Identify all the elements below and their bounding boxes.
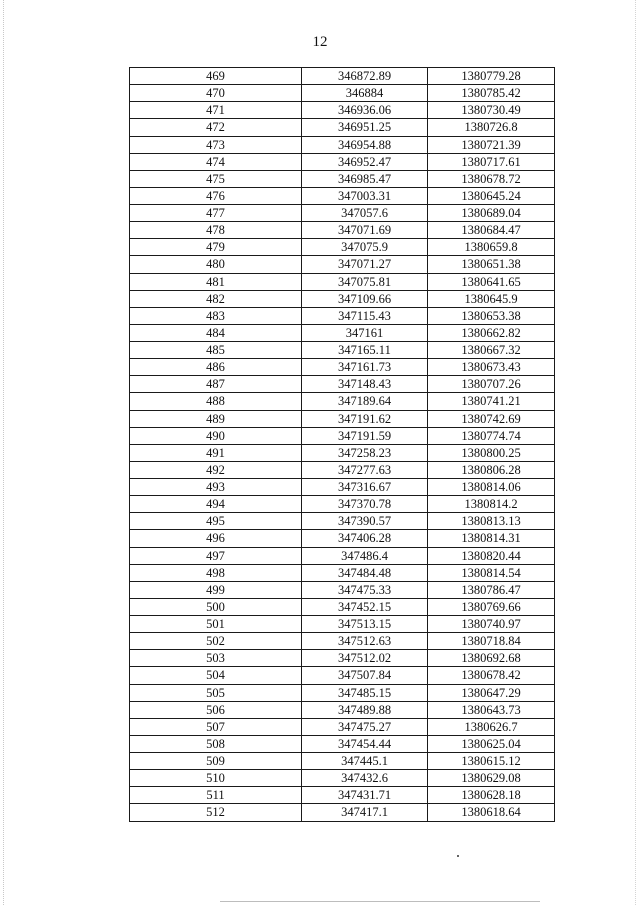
table-row <box>130 256 555 273</box>
y-coordinate-cell: 1380662.82 <box>428 324 555 341</box>
x-coordinate-cell: 347454.44 <box>302 735 428 752</box>
x-coordinate-cell: 347484.48 <box>302 564 428 581</box>
x-coordinate-cell: 347075.81 <box>302 273 428 290</box>
x-coordinate-cell: 347485.15 <box>302 684 428 701</box>
y-coordinate-cell: 1380645.24 <box>428 187 555 204</box>
point-number-cell: 502 <box>130 633 302 650</box>
point-number-cell: 505 <box>130 684 302 701</box>
table-row <box>130 787 555 804</box>
y-coordinate-cell: 1380626.7 <box>428 718 555 735</box>
point-number-cell: 480 <box>130 256 302 273</box>
x-coordinate-cell: 347445.1 <box>302 753 428 770</box>
x-coordinate-cell: 347475.33 <box>302 581 428 598</box>
point-number-cell: 486 <box>130 359 302 376</box>
y-coordinate-cell: 1380786.47 <box>428 581 555 598</box>
x-coordinate-cell: 347417.1 <box>302 804 428 821</box>
point-number-cell: 482 <box>130 290 302 307</box>
x-coordinate-cell: 347452.15 <box>302 598 428 615</box>
y-coordinate-cell: 1380769.66 <box>428 598 555 615</box>
point-number-cell: 473 <box>130 136 302 153</box>
point-number-cell: 491 <box>130 444 302 461</box>
y-coordinate-cell: 1380641.65 <box>428 273 555 290</box>
table-row <box>130 119 555 136</box>
point-number-cell: 483 <box>130 307 302 324</box>
x-coordinate-cell: 347161.73 <box>302 359 428 376</box>
point-number-cell: 508 <box>130 735 302 752</box>
x-coordinate-cell: 347258.23 <box>302 444 428 461</box>
x-coordinate-cell: 347513.15 <box>302 616 428 633</box>
point-number-cell: 493 <box>130 479 302 496</box>
point-number-cell: 507 <box>130 718 302 735</box>
table-row <box>130 136 555 153</box>
table-row <box>130 598 555 615</box>
y-coordinate-cell: 1380643.73 <box>428 701 555 718</box>
table-row <box>130 342 555 359</box>
table-row <box>130 701 555 718</box>
point-number-cell: 496 <box>130 530 302 547</box>
table-row <box>130 530 555 547</box>
point-number-cell: 479 <box>130 239 302 256</box>
point-number-cell: 490 <box>130 427 302 444</box>
table-row <box>130 564 555 581</box>
point-number-cell: 487 <box>130 376 302 393</box>
x-coordinate-cell: 347148.43 <box>302 376 428 393</box>
x-coordinate-cell: 346952.47 <box>302 153 428 170</box>
x-coordinate-cell: 347507.84 <box>302 667 428 684</box>
x-coordinate-cell: 347003.31 <box>302 187 428 204</box>
table-row <box>130 804 555 821</box>
table-row <box>130 496 555 513</box>
point-number-cell: 497 <box>130 547 302 564</box>
y-coordinate-cell: 1380742.69 <box>428 410 555 427</box>
table-row <box>130 187 555 204</box>
table-row <box>130 513 555 530</box>
x-coordinate-cell: 346872.89 <box>302 68 428 85</box>
x-coordinate-cell: 347189.64 <box>302 393 428 410</box>
y-coordinate-cell: 1380814.2 <box>428 496 555 513</box>
table-row <box>130 153 555 170</box>
table-row <box>130 735 555 752</box>
point-number-cell: 509 <box>130 753 302 770</box>
point-number-cell: 499 <box>130 581 302 598</box>
y-coordinate-cell: 1380785.42 <box>428 85 555 102</box>
scan-bottom-line <box>220 901 540 902</box>
y-coordinate-cell: 1380678.42 <box>428 667 555 684</box>
y-coordinate-cell: 1380726.8 <box>428 119 555 136</box>
point-number-cell: 492 <box>130 461 302 478</box>
point-number-cell: 504 <box>130 667 302 684</box>
y-coordinate-cell: 1380629.08 <box>428 770 555 787</box>
x-coordinate-cell: 347161 <box>302 324 428 341</box>
point-number-cell: 478 <box>130 222 302 239</box>
y-coordinate-cell: 1380625.04 <box>428 735 555 752</box>
coordinates-table-body <box>130 68 555 822</box>
point-number-cell: 495 <box>130 513 302 530</box>
coordinates-table <box>129 67 555 822</box>
y-coordinate-cell: 1380667.32 <box>428 342 555 359</box>
y-coordinate-cell: 1380730.49 <box>428 102 555 119</box>
y-coordinate-cell: 1380814.31 <box>428 530 555 547</box>
x-coordinate-cell: 346985.47 <box>302 170 428 187</box>
x-coordinate-cell: 346954.88 <box>302 136 428 153</box>
point-number-cell: 506 <box>130 701 302 718</box>
point-number-cell: 472 <box>130 119 302 136</box>
table-row <box>130 616 555 633</box>
y-coordinate-cell: 1380659.8 <box>428 239 555 256</box>
x-coordinate-cell: 347071.27 <box>302 256 428 273</box>
y-coordinate-cell: 1380653.38 <box>428 307 555 324</box>
x-coordinate-cell: 347489.88 <box>302 701 428 718</box>
table-row <box>130 359 555 376</box>
point-number-cell: 501 <box>130 616 302 633</box>
x-coordinate-cell: 347512.02 <box>302 650 428 667</box>
x-coordinate-cell: 347475.27 <box>302 718 428 735</box>
y-coordinate-cell: 1380707.26 <box>428 376 555 393</box>
point-number-cell: 471 <box>130 102 302 119</box>
y-coordinate-cell: 1380774.74 <box>428 427 555 444</box>
y-coordinate-cell: 1380721.39 <box>428 136 555 153</box>
point-number-cell: 488 <box>130 393 302 410</box>
table-row <box>130 633 555 650</box>
page-number: 12 <box>312 34 328 50</box>
x-coordinate-cell: 347115.43 <box>302 307 428 324</box>
table-row <box>130 376 555 393</box>
table-row <box>130 770 555 787</box>
y-coordinate-cell: 1380813.13 <box>428 513 555 530</box>
table-row <box>130 547 555 564</box>
point-number-cell: 475 <box>130 170 302 187</box>
x-coordinate-cell: 346936.06 <box>302 102 428 119</box>
table-row <box>130 667 555 684</box>
x-coordinate-cell: 347390.57 <box>302 513 428 530</box>
y-coordinate-cell: 1380717.61 <box>428 153 555 170</box>
x-coordinate-cell: 347191.59 <box>302 427 428 444</box>
table-row <box>130 102 555 119</box>
table-row <box>130 85 555 102</box>
table-row <box>130 427 555 444</box>
y-coordinate-cell: 1380645.9 <box>428 290 555 307</box>
table-row <box>130 461 555 478</box>
table-row <box>130 753 555 770</box>
y-coordinate-cell: 1380673.43 <box>428 359 555 376</box>
y-coordinate-cell: 1380718.84 <box>428 633 555 650</box>
point-number-cell: 511 <box>130 787 302 804</box>
point-number-cell: 500 <box>130 598 302 615</box>
x-coordinate-cell: 347109.66 <box>302 290 428 307</box>
point-number-cell: 503 <box>130 650 302 667</box>
y-coordinate-cell: 1380647.29 <box>428 684 555 701</box>
x-coordinate-cell: 347316.67 <box>302 479 428 496</box>
point-number-cell: 476 <box>130 187 302 204</box>
table-row <box>130 170 555 187</box>
y-coordinate-cell: 1380618.64 <box>428 804 555 821</box>
x-coordinate-cell: 347370.78 <box>302 496 428 513</box>
point-number-cell: 474 <box>130 153 302 170</box>
table-row <box>130 239 555 256</box>
x-coordinate-cell: 347071.69 <box>302 222 428 239</box>
table-row <box>130 393 555 410</box>
y-coordinate-cell: 1380806.28 <box>428 461 555 478</box>
point-number-cell: 510 <box>130 770 302 787</box>
table-row <box>130 307 555 324</box>
y-coordinate-cell: 1380814.06 <box>428 479 555 496</box>
scan-edge-right <box>635 0 636 905</box>
y-coordinate-cell: 1380628.18 <box>428 787 555 804</box>
x-coordinate-cell: 347406.28 <box>302 530 428 547</box>
y-coordinate-cell: 1380692.68 <box>428 650 555 667</box>
scan-speck <box>457 855 459 857</box>
x-coordinate-cell: 347512.63 <box>302 633 428 650</box>
table-row <box>130 205 555 222</box>
y-coordinate-cell: 1380689.04 <box>428 205 555 222</box>
table-row <box>130 410 555 427</box>
point-number-cell: 470 <box>130 85 302 102</box>
point-number-cell: 498 <box>130 564 302 581</box>
table-row <box>130 650 555 667</box>
y-coordinate-cell: 1380814.54 <box>428 564 555 581</box>
y-coordinate-cell: 1380684.47 <box>428 222 555 239</box>
y-coordinate-cell: 1380615.12 <box>428 753 555 770</box>
x-coordinate-cell: 347191.62 <box>302 410 428 427</box>
x-coordinate-cell: 346951.25 <box>302 119 428 136</box>
x-coordinate-cell: 347277.63 <box>302 461 428 478</box>
table-row <box>130 444 555 461</box>
x-coordinate-cell: 347075.9 <box>302 239 428 256</box>
x-coordinate-cell: 347165.11 <box>302 342 428 359</box>
y-coordinate-cell: 1380740.97 <box>428 616 555 633</box>
table-row <box>130 273 555 290</box>
point-number-cell: 485 <box>130 342 302 359</box>
x-coordinate-cell: 347431.71 <box>302 787 428 804</box>
point-number-cell: 494 <box>130 496 302 513</box>
y-coordinate-cell: 1380800.25 <box>428 444 555 461</box>
x-coordinate-cell: 347057.6 <box>302 205 428 222</box>
table-row <box>130 68 555 85</box>
y-coordinate-cell: 1380678.72 <box>428 170 555 187</box>
table-row <box>130 718 555 735</box>
table-row <box>130 222 555 239</box>
y-coordinate-cell: 1380820.44 <box>428 547 555 564</box>
x-coordinate-cell: 347432.6 <box>302 770 428 787</box>
point-number-cell: 512 <box>130 804 302 821</box>
y-coordinate-cell: 1380741.21 <box>428 393 555 410</box>
point-number-cell: 489 <box>130 410 302 427</box>
point-number-cell: 469 <box>130 68 302 85</box>
table-row <box>130 324 555 341</box>
y-coordinate-cell: 1380779.28 <box>428 68 555 85</box>
table-row <box>130 479 555 496</box>
y-coordinate-cell: 1380651.38 <box>428 256 555 273</box>
point-number-cell: 481 <box>130 273 302 290</box>
scan-edge-left <box>3 0 4 905</box>
table-row <box>130 581 555 598</box>
point-number-cell: 477 <box>130 205 302 222</box>
point-number-cell: 484 <box>130 324 302 341</box>
x-coordinate-cell: 347486.4 <box>302 547 428 564</box>
table-row <box>130 290 555 307</box>
table-row <box>130 684 555 701</box>
x-coordinate-cell: 346884 <box>302 85 428 102</box>
